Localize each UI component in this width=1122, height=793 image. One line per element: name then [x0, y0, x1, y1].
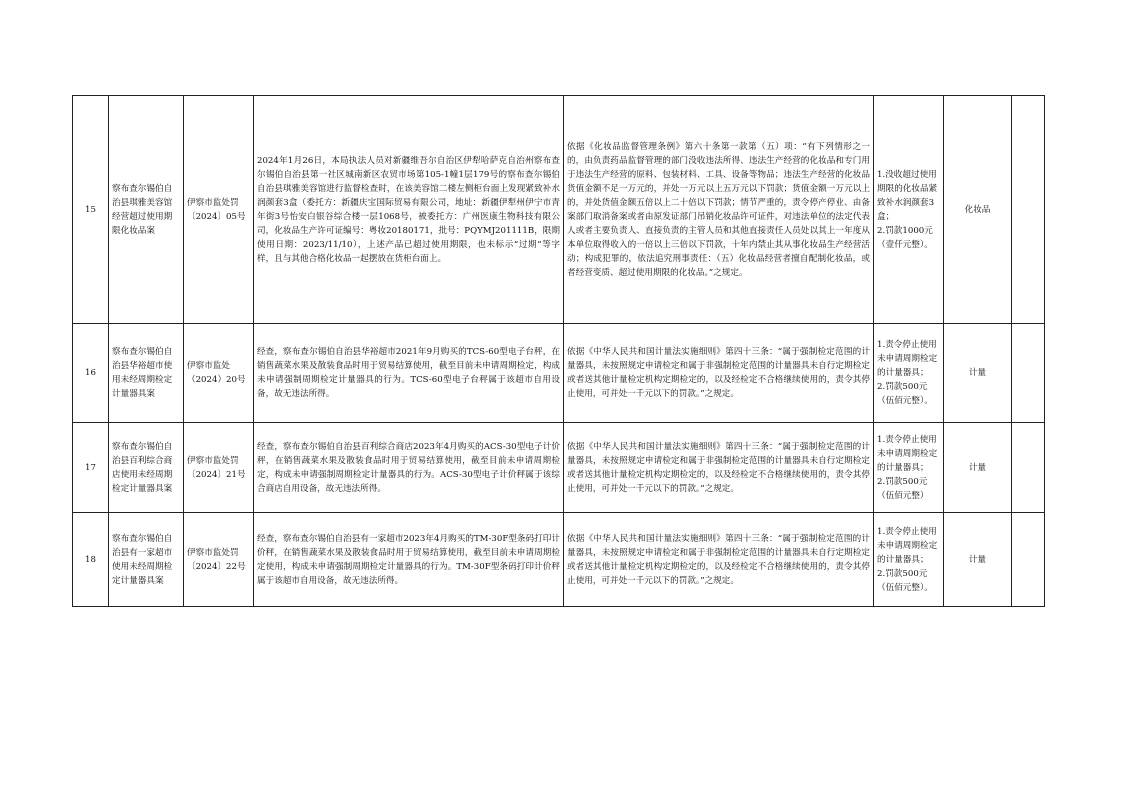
category: 计量 [944, 324, 1012, 423]
remarks-cell [1012, 423, 1045, 513]
table-row [73, 324, 1045, 423]
penalty-result [874, 324, 944, 423]
case-name: 察布查尔锡伯自治县有一家超市使用未经周期检定计量器具案 [109, 513, 184, 607]
penalty-line: 1.没收超过使用期限的化妆品紧致补水润颜套3盒； [877, 169, 938, 222]
category: 化妆品 [944, 96, 1012, 324]
remarks-cell [1012, 513, 1045, 607]
penalty-line: 2.罚款500元（伍佰元整）。 [877, 382, 933, 406]
violation-facts: 2024年1月26日，本局执法人员对新疆维吾尔自治区伊犁哈萨克自治州察布查尔锡伯自治县第一社区城南新区农贸市场第105-1幢1层179号的察布查尔锡伯自治县琪雅美容馆进行监督检查时，在该美容馆二楼左侧柜台面上发现紧致补水润颜套3盒（委托方：新疆庆宝国际贸易有限公司，地址：新疆伊犁州伊宁市青年街3号怡安白银谷综合楼一层1068号，被委托方：广州医康生物科技有限公司，化妆品生产许可证编号：粤妆20180171，批号：PQYMJ201111B，限期使用日期：2023/11/10），上述产品已超过使用期限，也未标示“过期”等字样，且与其他合格化妆品一起摆放在货柜台面上。 [254, 96, 564, 324]
decision-number: 伊察市监处罚〔2024〕05号 [184, 96, 254, 324]
remarks-cell [1012, 324, 1045, 423]
row-number: 17 [73, 423, 109, 513]
penalty-line: 2.罚款1000元（壹仟元整）。 [877, 225, 933, 250]
violation-facts: 经查，察布查尔锡伯自治县有一家超市2023年4月购买的TM-30F型条码打印计价秤，在销售蔬菜水果及散装食品时用于贸易结算使用，截至目前未申请周期检定使用，构成未申请强制周期检定计量器具的行为。TM-30F型条码打印计价秤属于该超市自用设备，故无违法所得。 [254, 513, 564, 607]
case-name: 察布查尔锡伯自治县琪雅美容馆经营超过使用期限化妆品案 [109, 96, 184, 324]
legal-basis: 依据《化妆品监督管理条例》第六十条第一款第（五）项：“有下列情形之一的，由负责药品监督管理的部门没收违法所得、违法生产经营的化妆品和专门用于违法生产经营的原料、包装材料、工具、设备等物品；违法生产经营的化妆品货值金额不足一万元的，并处一万元以上五万元以下罚款；货值金额一万元以上的，并处货值金额五倍以上二十倍以下罚款；情节严重的，责令停产停业、由备案部门取消备案或者由原发证部门吊销化妆品许可证件，对违法单位的法定代表人或者主要负责人、直接负责的主管人员和其他直接责任人员处以其上一年度从本单位取得收入的一倍以上三倍以下罚款，十年内禁止其从事化妆品生产经营活动；构成犯罪的，依法追究刑事责任：（五）化妆品经营者擅自配制化妆品，或者经营变质、超过使用期限的化妆品。”之规定。 [564, 96, 874, 324]
decision-number: 伊察市监处罚〔2024〕21号 [184, 423, 254, 513]
table-row [73, 96, 1045, 324]
decision-number: 伊察市监处罚〔2024〕22号 [184, 513, 254, 607]
penalty-line: 1.责令停止使用未申请周期检定的计量器具； [877, 434, 938, 473]
category: 计量 [944, 423, 1012, 513]
penalty-line: 1.责令停止使用未申请周期检定的计量器具； [877, 340, 938, 378]
penalty-result [874, 96, 944, 324]
penalty-line: 1.责令停止使用未申请周期检定的计量器具； [877, 526, 938, 565]
table-row [73, 513, 1045, 607]
remarks-cell [1012, 96, 1045, 324]
penalty-result [874, 423, 944, 513]
case-name: 察布查尔锡伯自治县华裕超市使用未经周期检定计量器具案 [109, 324, 184, 423]
row-number: 18 [73, 513, 109, 607]
case-name: 察布查尔锡伯自治县百利综合商店使用未经周期检定计量器具案 [109, 423, 184, 513]
penalty-line: 2.罚款500元（伍佰元整） [877, 476, 929, 501]
table-row [73, 423, 1045, 513]
violation-facts: 经查，察布查尔锡伯自治县百利综合商店2023年4月购买的ACS-30型电子计价秤，在销售蔬菜水果及散装食品时用于贸易结算使用，截至目前未申请周期检定，构成未申请强制周期检定计量器具的行为。ACS-30型电子计价秤属于该综合商店自用设备，故无违法所得。 [254, 423, 564, 513]
penalty-result [874, 513, 944, 607]
violation-facts: 经查，察布查尔锡伯自治县华裕超市2021年9月购买的TCS-60型电子台秤，在销售蔬菜水果及散装食品时用于贸易结算使用，截至目前未申请周期检定，构成未申请强制周期检定计量器具的行为。TCS-60型电子台秤属于该超市自用设备，故无违法所得。 [254, 324, 564, 423]
legal-basis: 依据《中华人民共和国计量法实施细则》第四十三条：“属于强制检定范围的计量器具，未按照规定申请检定和属于非强制检定范围的计量器具未自行定期检定或者送其他计量检定机构定期检定的，以及经检定不合格继续使用的，责令其停止使用，可并处一千元以下的罚款。”之规定。 [564, 423, 874, 513]
legal-basis: 依据《中华人民共和国计量法实施细则》第四十三条：“属于强制检定范围的计量器具，未按照规定申请检定和属于非强制检定范围的计量器具未自行定期检定或者送其他计量检定机构定期检定的，以及经检定不合格继续使用的，责令其停止使用，可并处一千元以下的罚款。”之规定。 [564, 513, 874, 607]
decision-number: 伊察市监处（2024）20号 [184, 324, 254, 423]
category: 计量 [944, 513, 1012, 607]
legal-basis: 依据《中华人民共和国计量法实施细则》第四十三条：“属于强制检定范围的计量器具，未按照规定申请检定和属于非强制检定范围的计量器具未自行定期检定或者送其他计量检定机构定期检定的，以及经检定不合格继续使用的，责令其停止使用，可并处一千元以下的罚款。”之规定。 [564, 324, 874, 423]
row-number: 16 [73, 324, 109, 423]
row-number: 15 [73, 96, 109, 324]
penalty-table [72, 95, 1045, 607]
penalty-line: 2.罚款500元（伍佰元整）。 [877, 568, 933, 593]
